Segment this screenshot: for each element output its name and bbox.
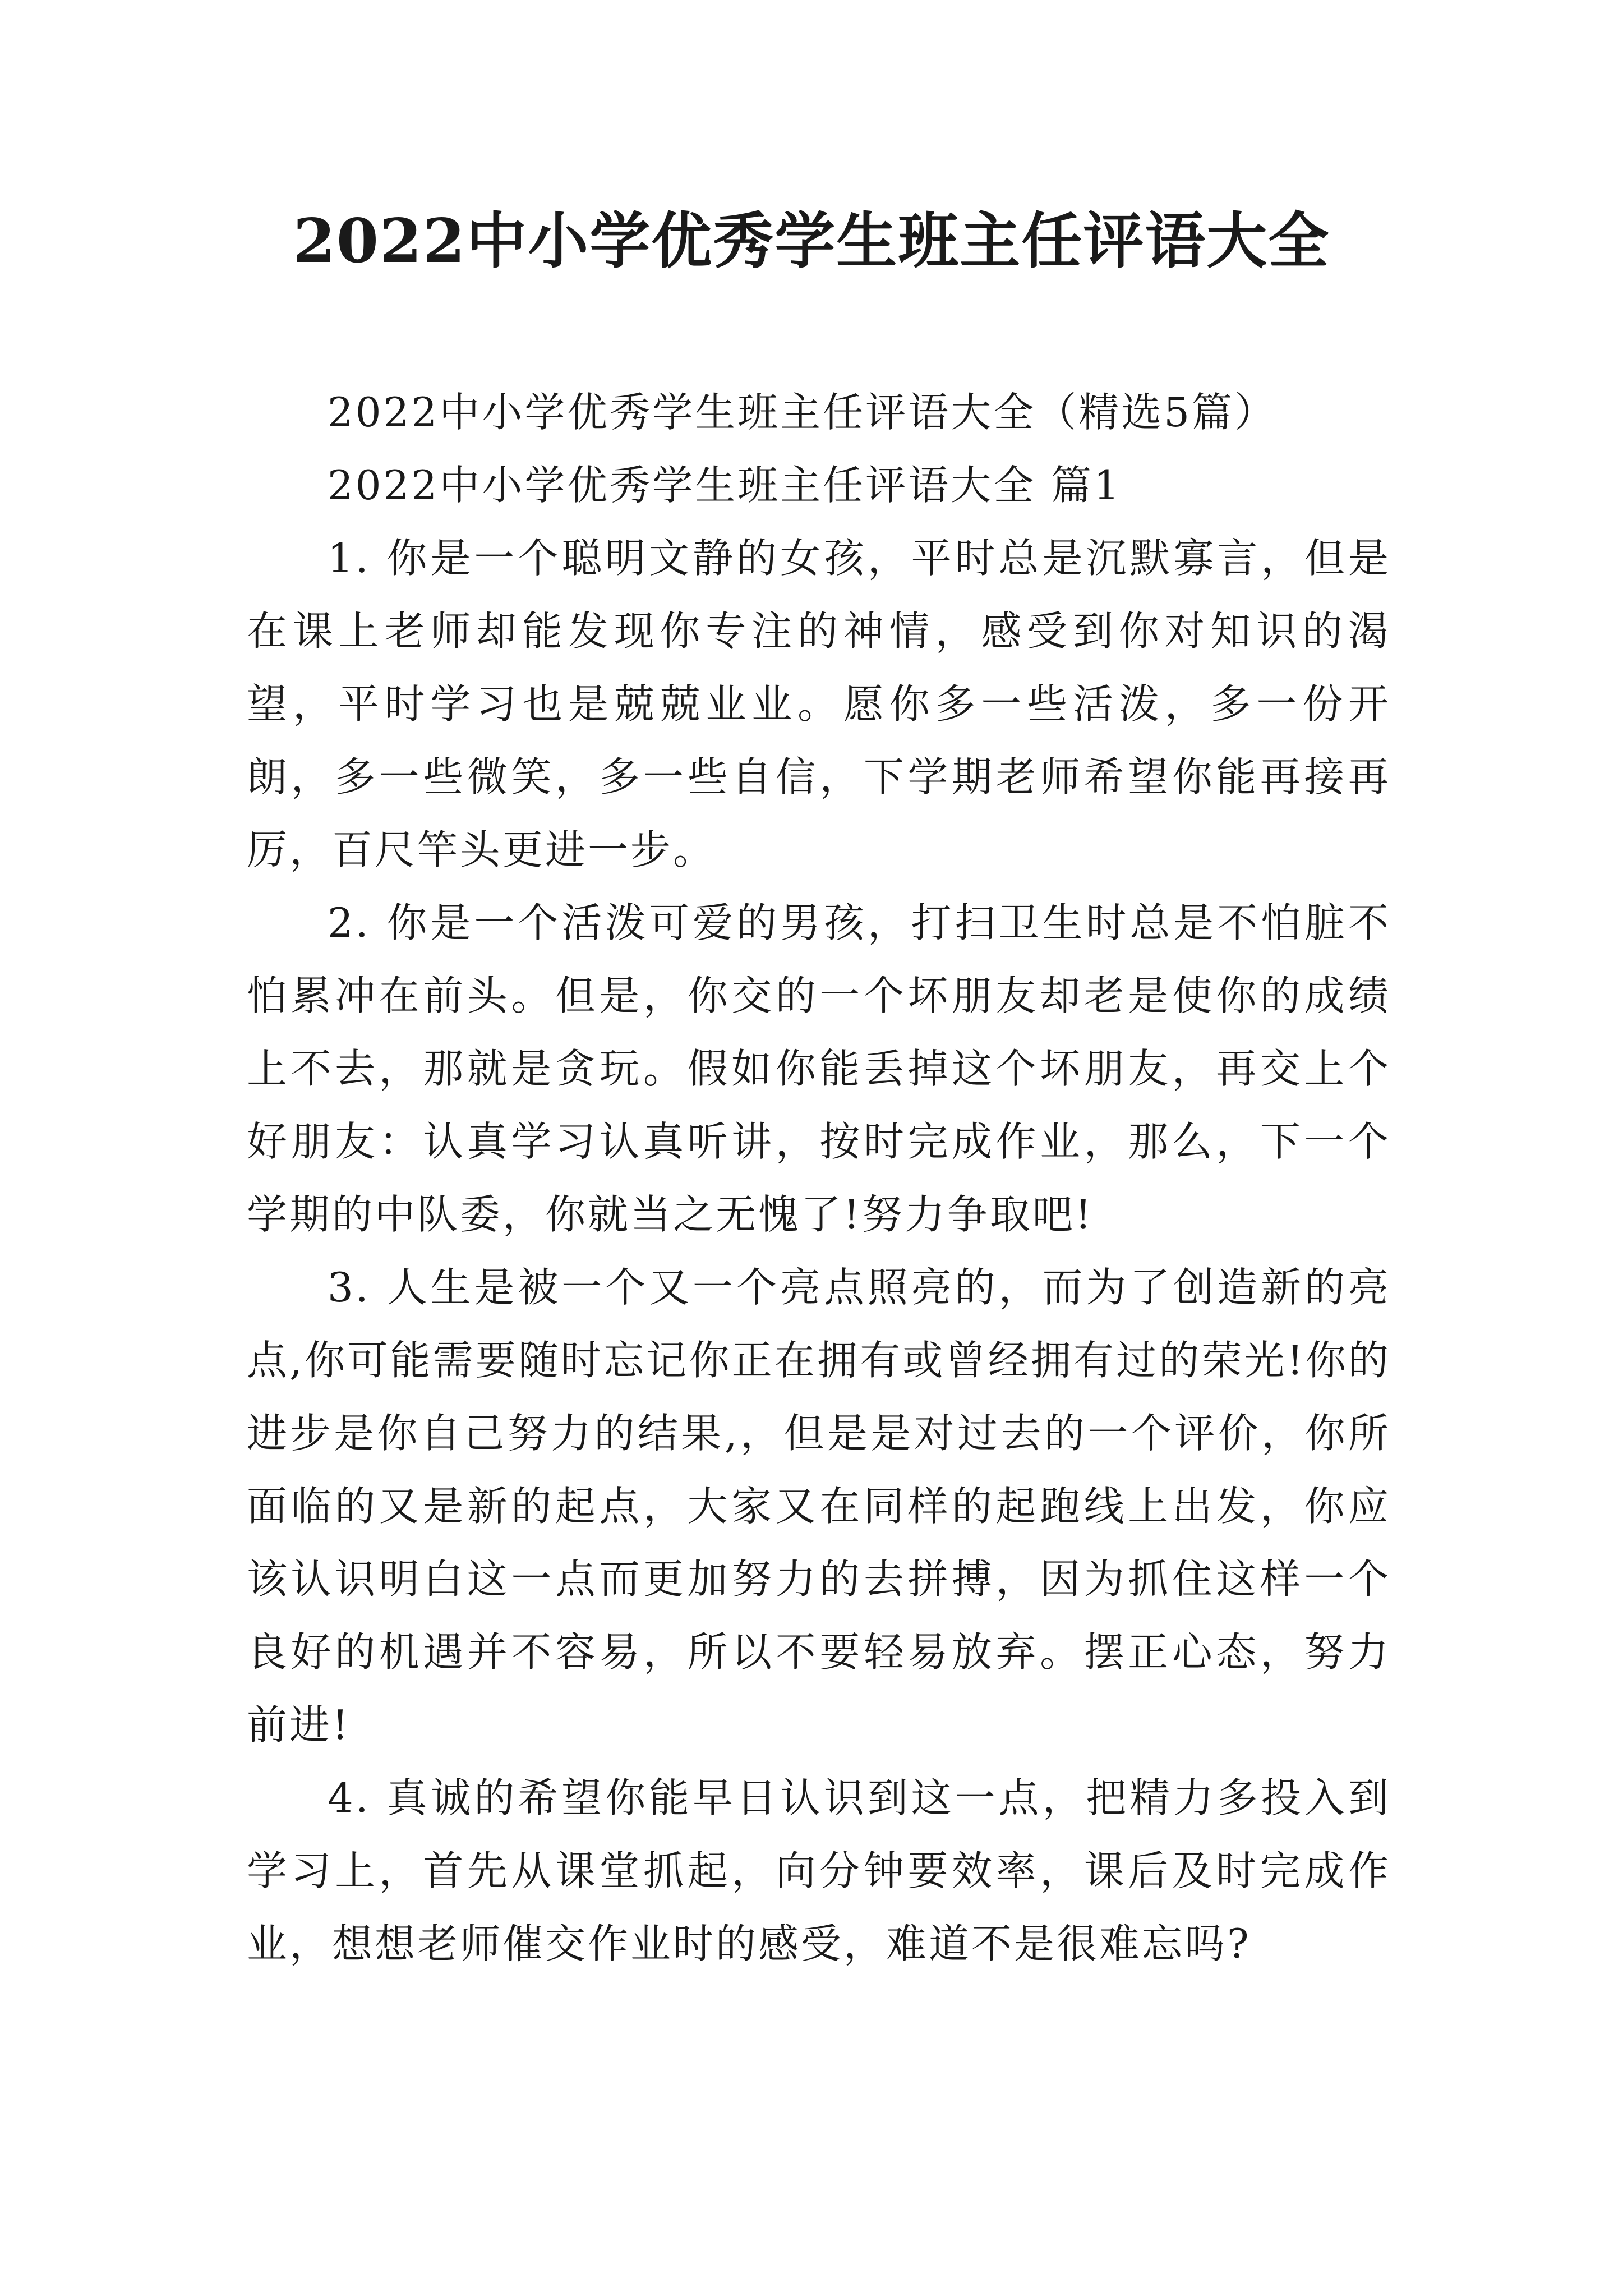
document-body	[247, 376, 1391, 1980]
comment-paragraph-2: 2. 你是一个活泼可爱的男孩，打扫卫生时总是不怕脏不怕累冲在前头。但是，你交的一个坏朋友却老是使你的成绩上不去，那就是贪玩。假如你能丢掉这个坏朋友，再交上个好朋友：认真学习认真听讲，按时完成作业，那么，下一个学期的中队委，你就当之无愧了!努力争取吧!	[247, 899, 1391, 1238]
document-title: 2022中小学优秀学生班主任评语大全	[293, 206, 1330, 277]
subtitle-paragraph: 2022中小学优秀学生班主任评语大全（精选5篇）	[328, 389, 1278, 436]
comment-paragraph-4: 4. 真诚的希望你能早日认识到这一点，把精力多投入到学习上，首先从课堂抓起，向分钟要效率，课后及时完成作业，想想老师催交作业时的感受，难道不是很难忘吗?	[247, 1774, 1391, 1967]
section-heading: 2022中小学优秀学生班主任评语大全 篇1	[328, 462, 1122, 509]
comment-paragraph-3: 3. 人生是被一个又一个亮点照亮的，而为了创造新的亮点,你可能需要随时忘记你正在拥有或曾经拥有过的荣光!你的进步是你自己努力的结果,，但是是对过去的一个评价，你所面临的又是新的起点，大家又在同样的起跑线上出发，你应该认识明白这一点而更加努力的去拼搏，因为抓住这样一个良好的机遇并不容易，所以不要轻易放弃。摆正心态，努力前进!	[247, 1264, 1391, 1749]
comment-paragraph-1: 1. 你是一个聪明文静的女孩，平时总是沉默寡言，但是在课上老师却能发现你专注的神情，感受到你对知识的渴望，平时学习也是兢兢业业。愿你多一些活泼，多一份开朗，多一些微笑，多一些自信，下学期老师希望你能再接再厉，百尺竿头更进一步。	[247, 535, 1391, 873]
